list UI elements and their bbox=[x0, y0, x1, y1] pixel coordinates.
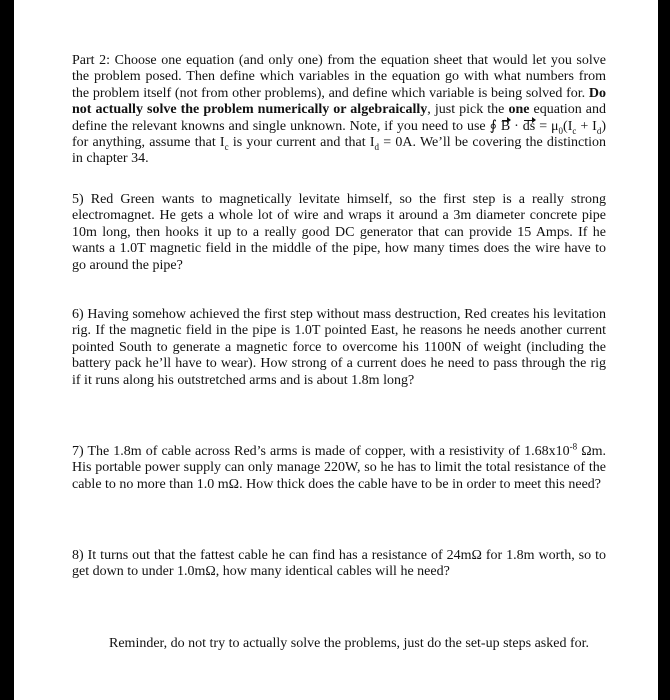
amperes-law-equation bbox=[490, 119, 606, 134]
question-6: 6) Having somehow achieved the first step without mass destruction, Red creates his levitation rig. If the magnetic field in the pipe is 1.0T pointed East, he reasons he needs another current pointed South to generate a magnetic force to overcome his 1100N of weight (including the battery pack he’ll have to wear). How strong of a current does he need to pass through the rig if it runs along his outstretched arms and is about 1.8m long? bbox=[72, 307, 606, 388]
exponent: -8 bbox=[569, 441, 578, 452]
instructions-text-2: , just pick the bbox=[427, 102, 505, 118]
mu-subscript: 0 bbox=[558, 125, 564, 136]
bold-warning: Do not actually solve the problem numerically or algebraically bbox=[72, 85, 606, 118]
document-page bbox=[14, 0, 658, 700]
question-7-text-2: Ωm. His portable power supply can only manage 220W, so he has to limit the total resistance of the cable to no more than 1.0 mΩ. How thick does the cable have to be in order to meet this need? bbox=[72, 444, 606, 492]
dot-symbol: · bbox=[514, 118, 519, 134]
current-c: (I bbox=[563, 118, 573, 134]
question-7-text: 7) The 1.8m of cable across Red’s arms is made of copper, with a resistivity of 1.68x10 bbox=[72, 444, 570, 459]
id-subscript: d bbox=[374, 141, 379, 152]
question-5: 5) Red Green wants to magnetically levitate himself, so the first step is a really strong electromagnet. He gets a whole lot of wire and wraps it around a 3m diameter concrete pipe 10m long, then hooks it up to a really good DC generator that can provide 15 Amps. If he wants a 1.0T magnetic field in the middle of the pipe, how many times does the wire have to go around the pipe? bbox=[72, 192, 606, 273]
equals-mu: = μ bbox=[539, 118, 559, 134]
bold-one: one bbox=[508, 102, 530, 118]
contour-integral-symbol: ∮ bbox=[489, 118, 497, 134]
instructions-text-4: for anything, assume that I bbox=[72, 135, 225, 151]
instructions-text-6: = 0A. We’ll be covering the distinction in chapter 34. bbox=[72, 135, 607, 167]
ic-subscript: c bbox=[224, 141, 229, 152]
part2-instructions bbox=[72, 53, 606, 168]
instructions-text-3: equation and define the relevant knowns and single unknown. Note, if you need to use bbox=[72, 102, 607, 134]
d-subscript: d bbox=[596, 125, 602, 136]
vector-ds: ds bbox=[522, 118, 536, 134]
plus-current-d: + I bbox=[580, 118, 597, 134]
question-7 bbox=[72, 441, 606, 493]
c-subscript: c bbox=[572, 125, 577, 136]
instructions-text: Part 2: Choose one equation (and only one) from the equation sheet that would let you solve the problem posed. Then define which variables in the equation go with what numbers from the problem itself (not from other problems), and define which variable is being solved for. bbox=[72, 53, 606, 101]
instructions-text-5: is your current and that I bbox=[232, 135, 375, 151]
close-paren: ) bbox=[601, 118, 607, 134]
question-8: 8) It turns out that the fattest cable he can find has a resistance of 24mΩ for 1.8m worth, so to get down to under 1.0mΩ, how many identical cables will he need? bbox=[72, 548, 606, 580]
reminder-note: Reminder, do not try to actually solve the problems, just do the set-up steps asked for. bbox=[109, 636, 590, 651]
vector-b: B bbox=[500, 118, 511, 134]
